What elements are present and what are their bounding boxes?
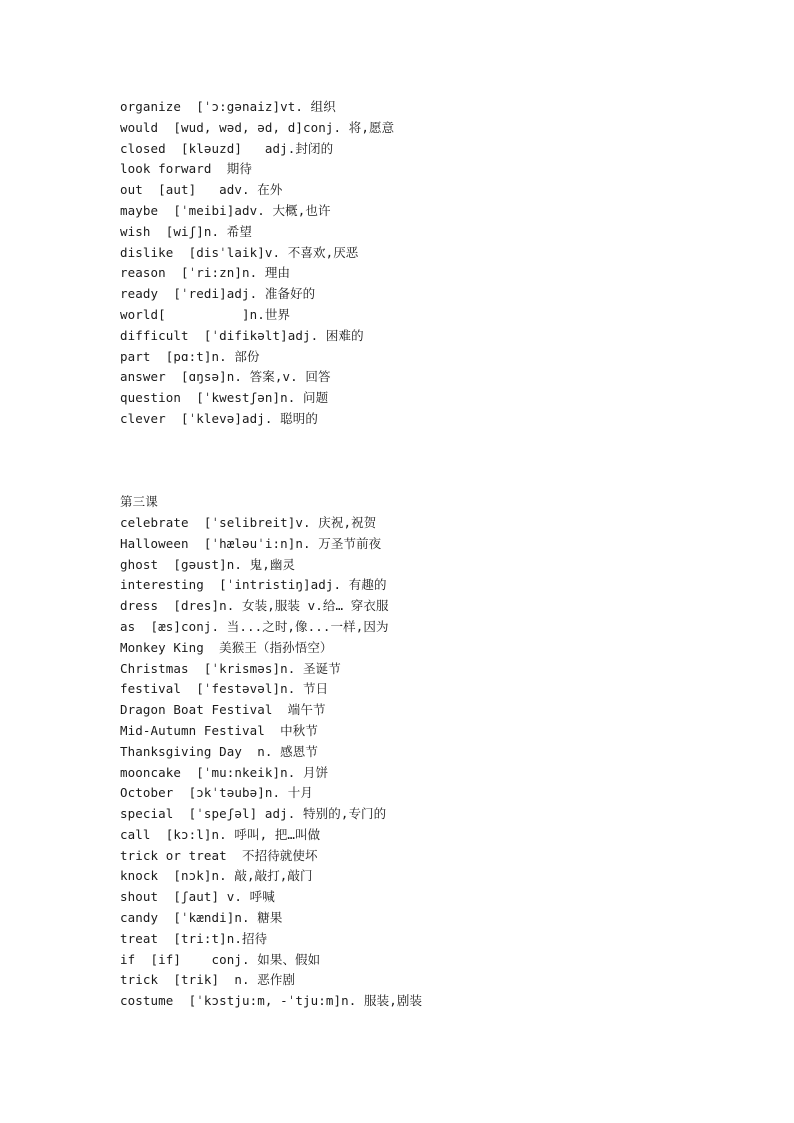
vocab-entry: Halloween [ˈhæləuˈi:n]n. 万圣节前夜: [120, 535, 382, 551]
vocab-entry: out [aut] adv. 在外: [120, 182, 283, 198]
vocab-entry: Monkey King 美猴王（指孙悟空）: [120, 639, 333, 655]
vocab-entry: mooncake [ˈmu:nkeik]n. 月饼: [120, 764, 329, 780]
section-gap: [120, 430, 760, 492]
vocabulary-page: [120, 97, 760, 1012]
vocab-entry: festival [ˈfestəvəl]n. 节日: [120, 681, 329, 697]
vocab-entry: if [if] conj. 如果、假如: [120, 951, 321, 967]
vocab-entry: dislike [disˈlaik]v. 不喜欢,厌恶: [120, 244, 359, 260]
vocabulary-list-section-2: [120, 492, 760, 1012]
vocab-entry: maybe [ˈmeibi]adv. 大概,也许: [120, 202, 331, 218]
vocab-entry: would [wud, wəd, əd, d]conj. 将,愿意: [120, 119, 395, 135]
vocab-entry: as [æs]conj. 当...之时,像...一样,因为: [120, 618, 389, 634]
vocab-entry: celebrate [ˈselibreit]v. 庆祝,祝贺: [120, 514, 377, 530]
vocab-entry: dress [dres]n. 女装,服装 v.给… 穿衣服: [120, 598, 389, 614]
vocab-entry: costume [ˈkɔstju:m, -ˈtju:m]n. 服装,剧装: [120, 993, 423, 1009]
vocab-entry: ready [ˈredi]adj. 准备好的: [120, 286, 316, 302]
vocab-entry: trick [trik] n. 恶作剧: [120, 972, 296, 988]
vocab-entry: wish [wiʃ]n. 希望: [120, 223, 252, 239]
vocab-entry: call [kɔ:l]n. 呼叫, 把…叫做: [120, 826, 321, 842]
vocab-entry: closed [kləuzd] adj.封闭的: [120, 140, 334, 156]
vocab-entry: look forward 期待: [120, 161, 252, 177]
vocab-entry: shout [ʃaut] v. 呼喊: [120, 889, 275, 905]
vocabulary-list-section-1: [120, 97, 760, 430]
vocab-entry: trick or treat 不招待就使坏: [120, 847, 318, 863]
vocab-entry: question [ˈkwestʃən]n. 问题: [120, 390, 329, 406]
vocab-entry: knock [nɔk]n. 敲,敲打,敲门: [120, 868, 313, 884]
lesson-title: 第三课: [120, 494, 158, 510]
vocab-entry: Thanksgiving Day n. 感恩节: [120, 743, 318, 759]
vocab-entry: ghost [gəust]n. 鬼,幽灵: [120, 556, 296, 572]
vocab-entry: Mid-Autumn Festival 中秋节: [120, 722, 318, 738]
vocab-entry: October [ɔkˈtəubə]n. 十月: [120, 785, 313, 801]
vocab-entry: difficult [ˈdifikəlt]adj. 困难的: [120, 327, 364, 343]
vocab-entry: answer [ɑŋsə]n. 答案,v. 回答: [120, 369, 331, 385]
vocab-entry: reason [ˈri:zn]n. 理由: [120, 265, 291, 281]
vocab-entry: part [pɑ:t]n. 部份: [120, 348, 260, 364]
vocab-entry: organize [ˈɔ:gənaiz]vt. 组织: [120, 99, 336, 114]
vocab-entry: Christmas [ˈkrisməs]n. 圣诞节: [120, 660, 341, 676]
vocab-entry: world[ ]n.世界: [120, 306, 291, 322]
vocab-entry: interesting [ˈintristiŋ]adj. 有趣的: [120, 577, 387, 593]
vocab-entry: candy [ˈkændi]n. 糖果: [120, 910, 283, 926]
vocab-entry: special [ˈspeʃəl] adj. 特别的,专门的: [120, 806, 387, 822]
vocab-entry: treat [tri:t]n.招待: [120, 930, 268, 946]
vocab-entry: clever [ˈklevə]adj. 聪明的: [120, 410, 318, 426]
vocab-entry: Dragon Boat Festival 端午节: [120, 702, 326, 718]
